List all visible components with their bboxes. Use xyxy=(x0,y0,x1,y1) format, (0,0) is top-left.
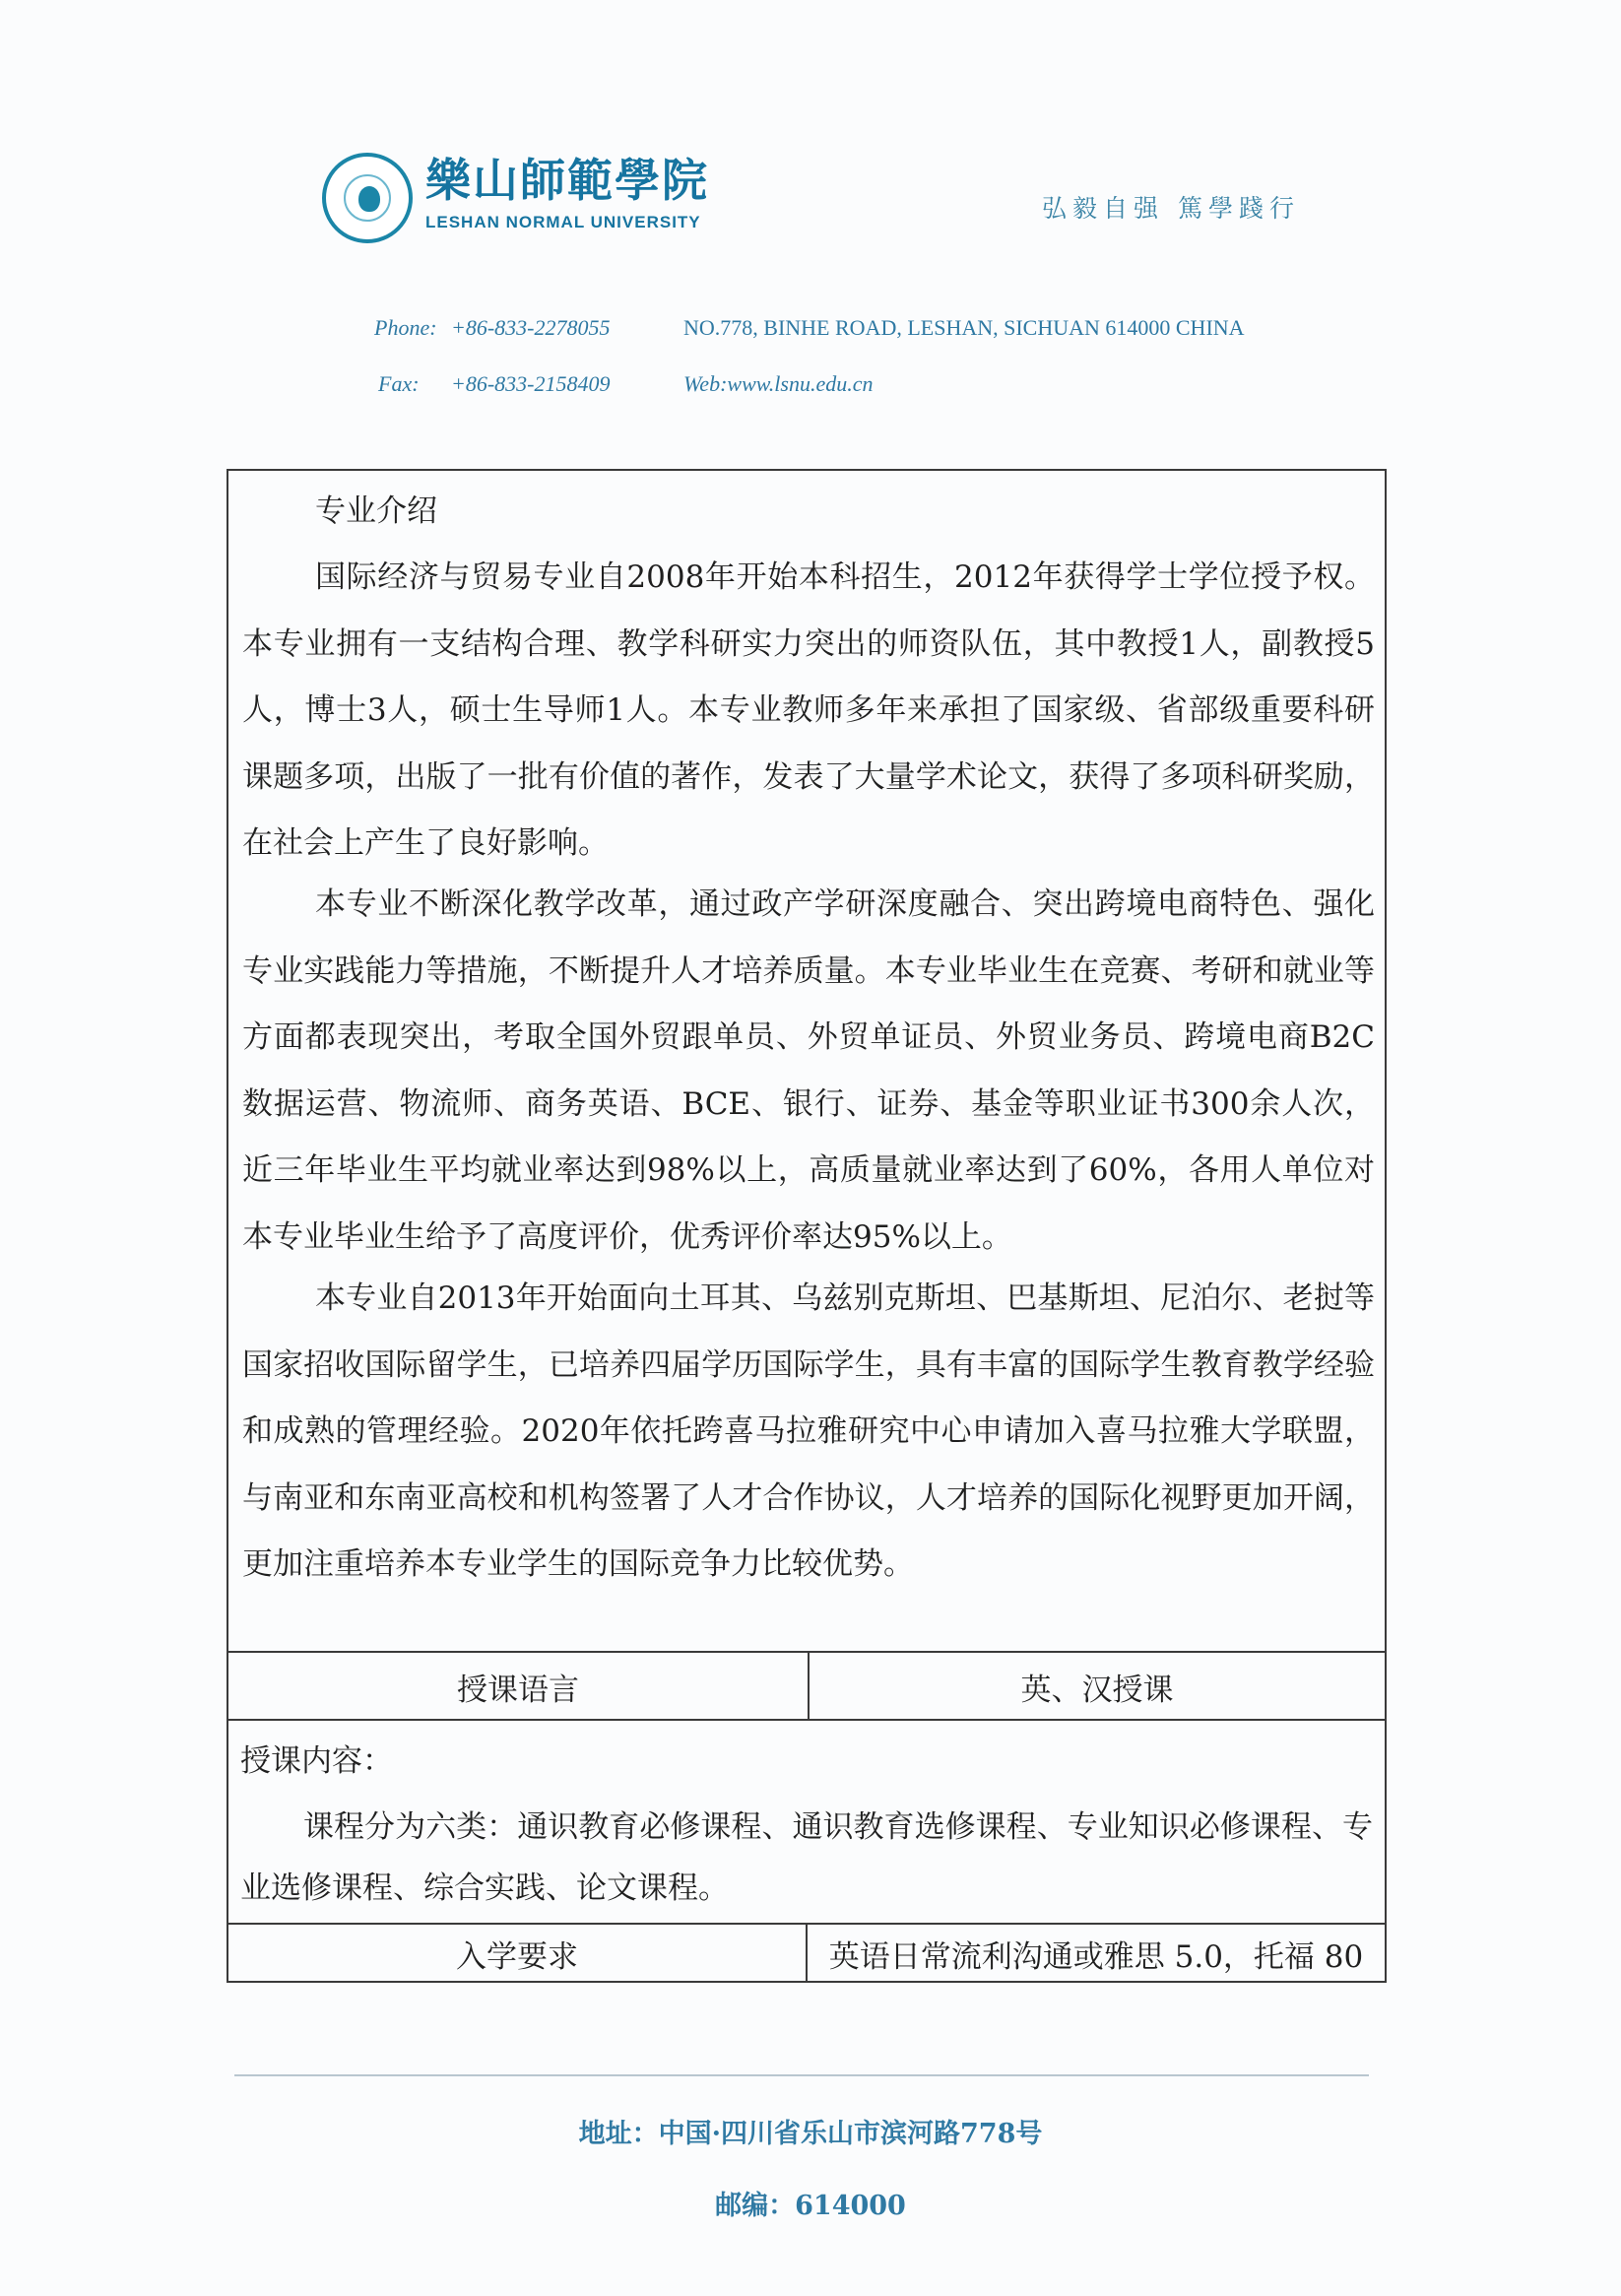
school-name-cn: 樂山師範學院 xyxy=(425,154,709,207)
footer-address: 地址：中国·四川省乐山市滨河路778号 xyxy=(578,2119,1043,2149)
school-motto: 弘毅自强 篤學踐行 xyxy=(1042,194,1300,223)
content-body: 课程分为六类：通识教育必修课程、通识教育选修课程、专业知识必修课程、专业选修课程、综合实践、论文课程。 xyxy=(240,1809,1373,1906)
phone-number: +86-833-2278055 xyxy=(451,315,611,340)
intro-paragraph: 本专业自2013年开始面向土耳其、乌兹别克斯坦、巴基斯坦、尼泊尔、老挝等国家招收国际留学生，已培养四届学历国际学生，具有丰富的国际学生教育教学经验和成熟的管理经验。2020年依托跨喜马拉雅研究中心申请加入喜马拉雅大学联盟，与南亚和东南亚高校和机构签署了人才合作协议，人才培养的国际化视野更加开阔，更加注重培养本专业学生的国际竞争力比较优势。 xyxy=(242,1280,1375,1582)
admission-label: 入学要求 xyxy=(456,1938,578,1975)
admission-value: 英语日常流利沟通或雅思 5.0，托福 80 xyxy=(828,1938,1364,1975)
language-value: 英、汉授课 xyxy=(1020,1672,1174,1708)
intro-paragraph: 国际经济与贸易专业自2008年开始本科招生，2012年获得学士学位授予权。本专业拥有一支结构合理、教学科研实力突出的师资队伍，其中教授1人，副教授5人，博士3人，硕士生导师1人。本专业教师多年来承担了国家级、省部级重要科研课题多项，出版了一批有价值的著作，发表了大量学术论文，获得了多项科研奖励，在社会上产生了良好影响。 xyxy=(242,559,1375,861)
university-seal-logo xyxy=(322,153,413,243)
fax-label: Fax: xyxy=(378,371,420,396)
website: Web:www.lsnu.edu.cn xyxy=(683,371,874,396)
phone-label: Phone: xyxy=(374,315,437,340)
footer-divider xyxy=(234,2074,1369,2076)
intro-heading: 专业介绍 xyxy=(315,493,437,529)
content-label: 授课内容： xyxy=(240,1743,393,1779)
school-name-en: LESHAN NORMAL UNIVERSITY xyxy=(425,213,701,231)
footer-postcode: 邮编：614000 xyxy=(715,2191,906,2221)
fax-number: +86-833-2158409 xyxy=(451,371,611,396)
intro-paragraph: 本专业不断深化教学改革，通过政产学研深度融合、突出跨境电商特色、强化专业实践能力等措施，不断提升人才培养质量。本专业毕业生在竞赛、考研和就业等方面都表现突出，考取全国外贸跟单员、外贸单证员、外贸业务员、跨境电商B2C数据运营、物流师、商务英语、BCE、银行、证券、基金等职业证书300余人次，近三年毕业生平均就业率达到98%以上，高质量就业率达到了60%，各用人单位对本专业毕业生给予了高度评价，优秀评价率达95%以上。 xyxy=(242,886,1375,1255)
postal-address-en: NO.778, BINHE ROAD, LESHAN, SICHUAN 614000 CHINA xyxy=(683,315,1245,340)
language-label: 授课语言 xyxy=(457,1672,579,1708)
